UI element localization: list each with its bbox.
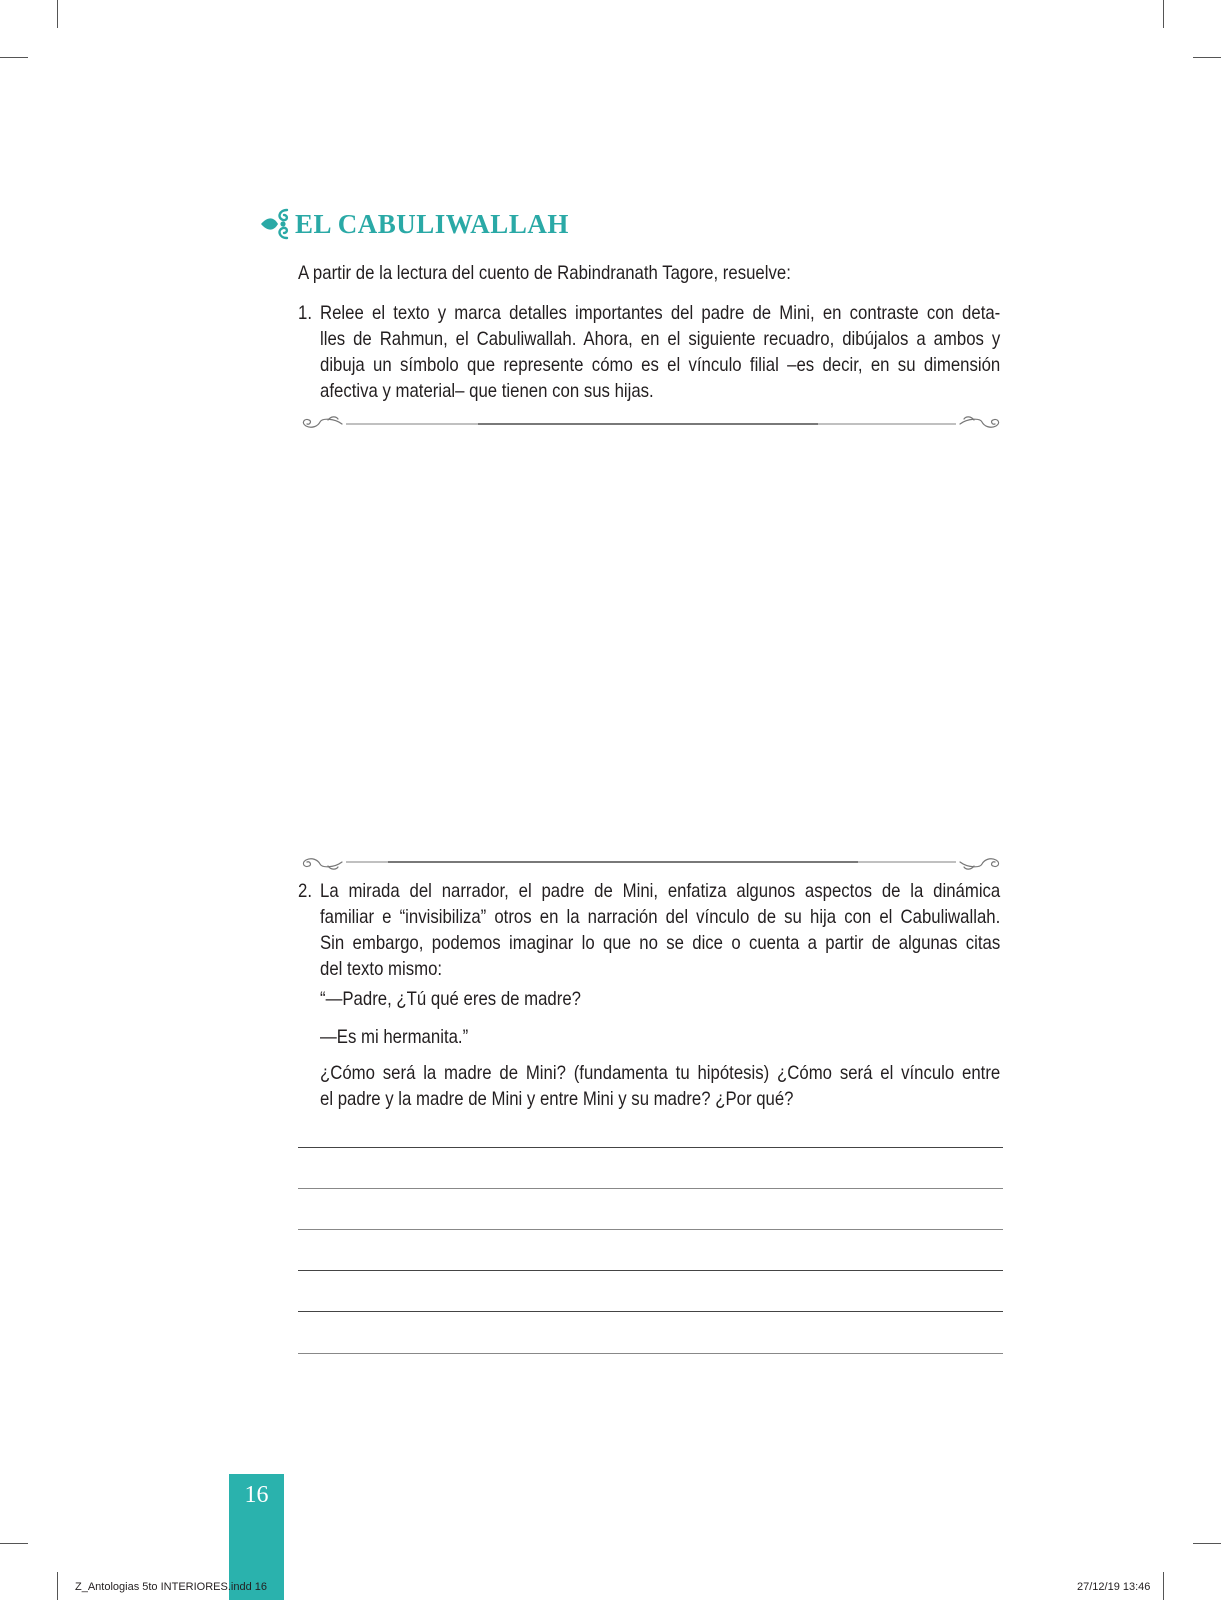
question-1-line-2: lles de Rahmun, el Cabuliwallah. Ahora, en el siguiente recuadro, dibújalos a ambos y — [320, 328, 1001, 350]
question-2-text — [320, 878, 1000, 982]
question-1-line-3: dibuja un símbolo que represente cómo es el vínculo filial –es decir, en su dimensión — [320, 354, 1001, 376]
flourish-divider-bottom — [298, 852, 1004, 876]
crop-mark-bottom-right-horizontal — [1193, 1543, 1221, 1544]
question-2-number: 2. — [298, 880, 312, 902]
page-number: 16 — [244, 1482, 269, 1508]
crop-mark-top-left-horizontal — [0, 57, 28, 58]
date-time-slug: 27/12/19 13:46 — [1077, 1581, 1151, 1593]
intro-text: A partir de la lectura del cuento de Rabindranath Tagore, resuelve: — [298, 262, 791, 284]
crop-mark-bottom-left-vertical — [57, 1572, 58, 1600]
crop-mark-bottom-left-horizontal — [0, 1543, 28, 1544]
question-1-line-1: Relee el texto y marca detalles importantes del padre de Mini, en contraste con deta- — [320, 302, 1001, 324]
section-header — [259, 206, 569, 242]
question-2-line-2: familiar e “invisibiliza” otros en la narración del vínculo de su hija con el Cabuliwallah. — [320, 906, 1001, 928]
question-2-prompt — [320, 1060, 1000, 1112]
answer-line[interactable] — [298, 1229, 1003, 1230]
quote-line-1: “—Padre, ¿Tú qué eres de madre? — [320, 988, 581, 1010]
crop-mark-bottom-right-vertical — [1163, 1572, 1164, 1600]
question-2-prompt-line-1: ¿Cómo será la madre de Mini? (fundamenta tu hipótesis) ¿Cómo será el vínculo entre — [320, 1062, 1001, 1084]
answer-line[interactable] — [298, 1147, 1003, 1148]
crop-mark-top-right-horizontal — [1193, 57, 1221, 58]
answer-line[interactable] — [298, 1270, 1003, 1271]
question-2-line-4: del texto mismo: — [320, 958, 443, 980]
fleur-ornament-icon — [259, 206, 295, 242]
crop-mark-top-right-vertical — [1163, 0, 1164, 28]
crop-mark-top-left-vertical — [57, 0, 58, 28]
question-2-prompt-line-2: el padre y la madre de Mini y entre Mini y su madre? ¿Por qué? — [320, 1088, 794, 1110]
answer-line[interactable] — [298, 1188, 1003, 1189]
flourish-divider-top — [298, 410, 1004, 434]
answer-line[interactable] — [298, 1353, 1003, 1354]
question-1-text — [320, 300, 1000, 404]
page-title: EL CABULIWALLAH — [295, 208, 569, 239]
file-name-slug: Z_Antologias 5to INTERIORES.indd 16 — [75, 1581, 267, 1593]
quote-line-2: —Es mi hermanita.” — [320, 1026, 469, 1048]
question-2-line-3: Sin embargo, podemos imaginar lo que no se dice o cuenta a partir de algunas citas — [320, 932, 1001, 954]
question-2-line-1: La mirada del narrador, el padre de Mini, enfatiza algunos aspectos de la dinámica — [320, 880, 1001, 902]
question-1-line-4: afectiva y material– que tienen con sus hijas. — [320, 380, 654, 402]
question-1-number: 1. — [298, 302, 312, 324]
answer-line[interactable] — [298, 1311, 1003, 1312]
